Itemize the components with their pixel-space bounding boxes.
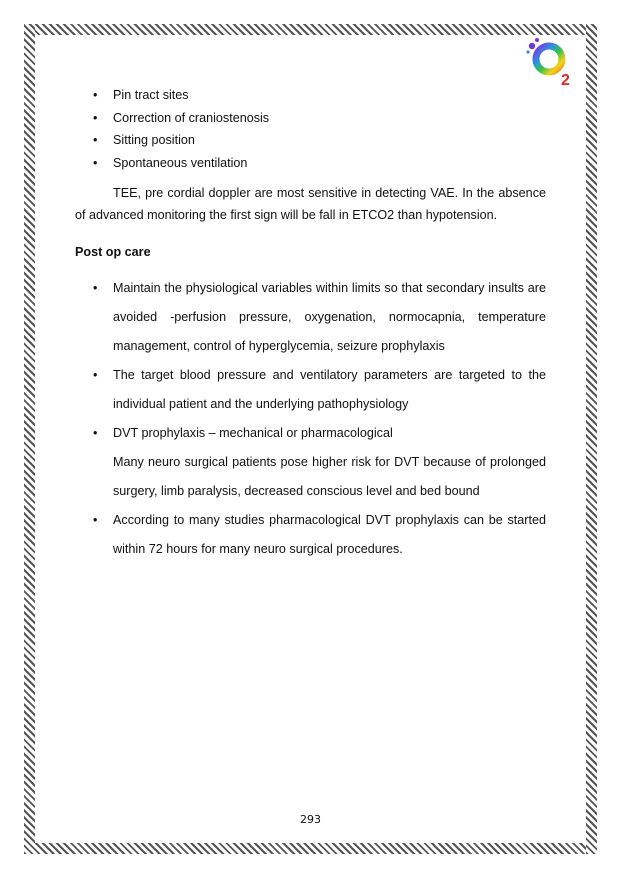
border-top xyxy=(24,24,597,35)
document-body xyxy=(75,84,546,564)
page-number: 293 xyxy=(300,813,321,826)
border-right xyxy=(586,24,597,854)
dvt-note: Many neuro surgical patients pose higher risk for DVT because of prolonged surgery, limb paralysis, decreased conscious level and bed bound xyxy=(113,455,546,498)
list-item: • Sitting position xyxy=(75,129,546,152)
postop-bullet-list xyxy=(75,274,546,564)
intro-bullet-list xyxy=(75,84,546,174)
border-bottom xyxy=(24,843,597,854)
logo-subscript: 2 xyxy=(561,72,570,89)
section-heading: Post op care xyxy=(75,245,151,259)
list-item: • Correction of craniostenosis xyxy=(75,107,546,130)
o2-logo xyxy=(523,37,577,89)
list-item: • The target blood pressure and ventilatory parameters are targeted to the individual patient and the underlying pathophysiology xyxy=(75,361,546,419)
list-item: • Pin tract sites xyxy=(75,84,546,107)
list-item: • According to many studies pharmacological DVT prophylaxis can be started within 72 hours for many neuro surgical procedures. xyxy=(75,506,546,564)
list-item: • Spontaneous ventilation xyxy=(75,152,546,175)
border-left xyxy=(24,24,35,854)
list-item: • DVT prophylaxis – mechanical or pharmacological Many neuro surgical patients pose higher risk for DVT because of prolonged surgery, limb paralysis, decreased conscious level and bed bound xyxy=(75,419,546,506)
vae-paragraph: TEE, pre cordial doppler are most sensitive in detecting VAE. In the absence of advanced monitoring the first sign will be fall in ETCO2 than hypotension. xyxy=(75,186,546,222)
list-item: • Maintain the physiological variables within limits so that secondary insults are avoided -perfusion pressure, oxygenation, normocapnia, temperature management, control of hyperglycemia, seizure prophylaxis xyxy=(75,274,546,361)
